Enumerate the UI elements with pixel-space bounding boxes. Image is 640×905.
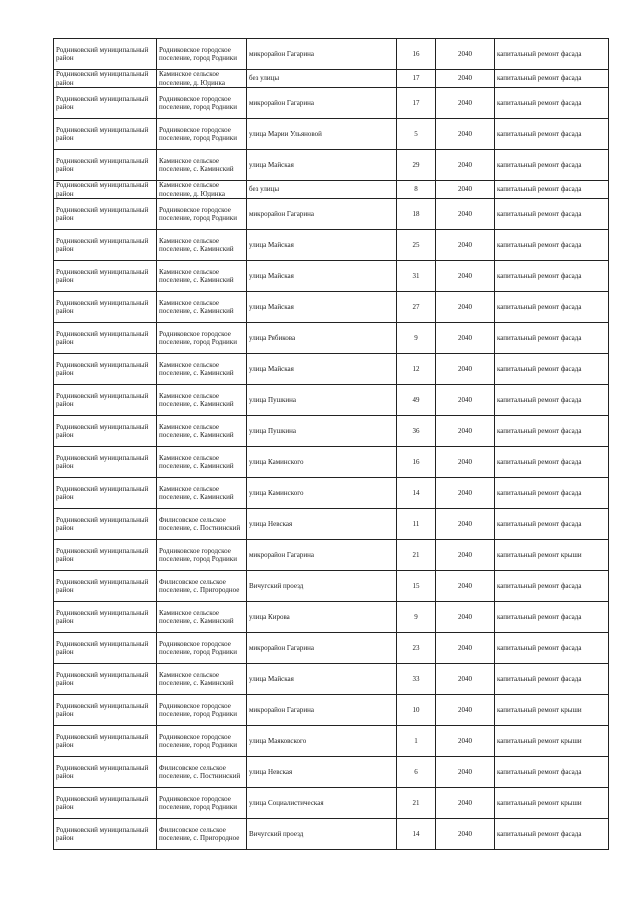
cell-year: 2040 [436,199,495,230]
cell-house-number: 29 [397,150,436,181]
cell-settlement: Каминское сельское поселение, д. Юдинка [157,181,247,199]
table-row [54,323,609,354]
table-row [54,150,609,181]
cell-house-number: 16 [397,39,436,70]
cell-street: улица Рябикова [247,323,397,354]
cell-street: микрорайон Гагарина [247,540,397,571]
cell-year: 2040 [436,695,495,726]
cell-house-number: 17 [397,70,436,88]
cell-street: улица Майская [247,292,397,323]
cell-year: 2040 [436,150,495,181]
cell-district: Родниковский муниципальный район [54,150,157,181]
cell-house-number: 31 [397,261,436,292]
table-row [54,199,609,230]
cell-settlement: Филисовское сельское поселение, с. Пригородное [157,571,247,602]
cell-district: Родниковский муниципальный район [54,39,157,70]
cell-work-type: капитальный ремонт фасада [495,150,609,181]
cell-work-type: капитальный ремонт фасада [495,571,609,602]
cell-work-type: капитальный ремонт фасада [495,478,609,509]
cell-district: Родниковский муниципальный район [54,695,157,726]
cell-settlement: Каминское сельское поселение, с. Каминский [157,478,247,509]
cell-house-number: 23 [397,633,436,664]
cell-house-number: 36 [397,416,436,447]
cell-settlement: Родниковское городское поселение, город Родники [157,119,247,150]
cell-settlement: Родниковское городское поселение, город Родники [157,540,247,571]
cell-street: улица Пушкина [247,416,397,447]
table-row [54,230,609,261]
cell-district: Родниковский муниципальный район [54,602,157,633]
cell-house-number: 5 [397,119,436,150]
cell-settlement: Родниковское городское поселение, город Родники [157,726,247,757]
cell-work-type: капитальный ремонт фасада [495,199,609,230]
cell-work-type: капитальный ремонт крыши [495,540,609,571]
cell-district: Родниковский муниципальный район [54,819,157,850]
cell-settlement: Родниковское городское поселение, город Родники [157,39,247,70]
cell-house-number: 9 [397,323,436,354]
document-page [53,38,582,850]
cell-work-type: капитальный ремонт фасада [495,70,609,88]
cell-year: 2040 [436,385,495,416]
cell-district: Родниковский муниципальный район [54,181,157,199]
cell-year: 2040 [436,571,495,602]
cell-house-number: 15 [397,571,436,602]
cell-district: Родниковский муниципальный район [54,385,157,416]
cell-work-type: капитальный ремонт фасада [495,819,609,850]
cell-year: 2040 [436,292,495,323]
cell-year: 2040 [436,819,495,850]
cell-year: 2040 [436,633,495,664]
table-row [54,261,609,292]
cell-settlement: Каминское сельское поселение, с. Каминский [157,416,247,447]
cell-district: Родниковский муниципальный район [54,540,157,571]
cell-year: 2040 [436,88,495,119]
cell-district: Родниковский муниципальный район [54,447,157,478]
cell-settlement: Родниковское городское поселение, город Родники [157,788,247,819]
cell-district: Родниковский муниципальный район [54,354,157,385]
table-row [54,664,609,695]
cell-street: улица Каминского [247,447,397,478]
cell-year: 2040 [436,70,495,88]
cell-district: Родниковский муниципальный район [54,70,157,88]
cell-street: улица Кирова [247,602,397,633]
cell-street: микрорайон Гагарина [247,633,397,664]
cell-house-number: 27 [397,292,436,323]
cell-district: Родниковский муниципальный район [54,509,157,540]
cell-street: улица Социалистическая [247,788,397,819]
table-row [54,88,609,119]
cell-street: Вичугский проезд [247,571,397,602]
cell-year: 2040 [436,540,495,571]
table-body [54,39,609,850]
cell-street: улица Майская [247,261,397,292]
cell-house-number: 25 [397,230,436,261]
cell-year: 2040 [436,230,495,261]
table-row [54,602,609,633]
cell-year: 2040 [436,478,495,509]
table-row [54,416,609,447]
cell-street: улица Маяковского [247,726,397,757]
table-row [54,292,609,323]
table-row [54,181,609,199]
cell-house-number: 21 [397,540,436,571]
table-row [54,70,609,88]
cell-settlement: Каминское сельское поселение, с. Каминский [157,664,247,695]
cell-street: улица Пушкина [247,385,397,416]
cell-work-type: капитальный ремонт фасада [495,323,609,354]
cell-street: улица Майская [247,150,397,181]
cell-district: Родниковский муниципальный район [54,261,157,292]
cell-year: 2040 [436,119,495,150]
cell-district: Родниковский муниципальный район [54,726,157,757]
cell-settlement: Каминское сельское поселение, с. Каминский [157,150,247,181]
cell-house-number: 12 [397,354,436,385]
cell-year: 2040 [436,261,495,292]
cell-house-number: 17 [397,88,436,119]
cell-work-type: капитальный ремонт фасада [495,261,609,292]
cell-house-number: 14 [397,478,436,509]
cell-work-type: капитальный ремонт фасада [495,509,609,540]
cell-house-number: 9 [397,602,436,633]
cell-house-number: 6 [397,757,436,788]
cell-district: Родниковский муниципальный район [54,199,157,230]
cell-house-number: 16 [397,447,436,478]
cell-work-type: капитальный ремонт фасада [495,416,609,447]
cell-year: 2040 [436,39,495,70]
cell-street: без улицы [247,181,397,199]
cell-year: 2040 [436,602,495,633]
cell-district: Родниковский муниципальный район [54,230,157,261]
table-row [54,509,609,540]
cell-settlement: Каминское сельское поселение, с. Каминский [157,230,247,261]
cell-year: 2040 [436,509,495,540]
cell-year: 2040 [436,416,495,447]
table-row [54,478,609,509]
cell-street: микрорайон Гагарина [247,695,397,726]
table-row [54,571,609,602]
cell-house-number: 49 [397,385,436,416]
cell-house-number: 1 [397,726,436,757]
cell-settlement: Каминское сельское поселение, с. Каминский [157,602,247,633]
cell-district: Родниковский муниципальный район [54,292,157,323]
cell-work-type: капитальный ремонт фасада [495,181,609,199]
cell-settlement: Каминское сельское поселение, с. Каминский [157,292,247,323]
cell-district: Родниковский муниципальный район [54,88,157,119]
cell-street: микрорайон Гагарина [247,39,397,70]
cell-work-type: капитальный ремонт фасада [495,88,609,119]
cell-work-type: капитальный ремонт крыши [495,726,609,757]
cell-district: Родниковский муниципальный район [54,323,157,354]
cell-year: 2040 [436,181,495,199]
cell-settlement: Родниковское городское поселение, город Родники [157,88,247,119]
cell-district: Родниковский муниципальный район [54,757,157,788]
cell-work-type: капитальный ремонт фасада [495,292,609,323]
cell-work-type: капитальный ремонт фасада [495,602,609,633]
table-row [54,385,609,416]
cell-work-type: капитальный ремонт крыши [495,695,609,726]
cell-house-number: 11 [397,509,436,540]
table-row [54,788,609,819]
table-row [54,819,609,850]
cell-settlement: Родниковское городское поселение, город Родники [157,633,247,664]
cell-district: Родниковский муниципальный район [54,633,157,664]
cell-house-number: 10 [397,695,436,726]
cell-work-type: капитальный ремонт фасада [495,757,609,788]
cell-year: 2040 [436,757,495,788]
cell-work-type: капитальный ремонт фасада [495,230,609,261]
repair-schedule-table [53,38,609,850]
cell-street: улица Невская [247,509,397,540]
cell-street: улица Майская [247,230,397,261]
cell-year: 2040 [436,664,495,695]
cell-street: Вичугский проезд [247,819,397,850]
cell-settlement: Родниковское городское поселение, город Родники [157,199,247,230]
cell-house-number: 8 [397,181,436,199]
cell-settlement: Родниковское городское поселение, город Родники [157,323,247,354]
cell-street: микрорайон Гагарина [247,199,397,230]
cell-district: Родниковский муниципальный район [54,478,157,509]
cell-street: улица Майская [247,664,397,695]
cell-house-number: 18 [397,199,436,230]
cell-settlement: Филисовское сельское поселение, с. Постнинский [157,757,247,788]
cell-settlement: Филисовское сельское поселение, с. Постнинский [157,509,247,540]
cell-work-type: капитальный ремонт фасада [495,39,609,70]
cell-year: 2040 [436,354,495,385]
cell-work-type: капитальный ремонт фасада [495,119,609,150]
cell-year: 2040 [436,788,495,819]
table-row [54,119,609,150]
cell-work-type: капитальный ремонт фасада [495,385,609,416]
cell-street: микрорайон Гагарина [247,88,397,119]
cell-street: без улицы [247,70,397,88]
table-row [54,39,609,70]
cell-settlement: Каминское сельское поселение, д. Юдинка [157,70,247,88]
cell-settlement: Родниковское городское поселение, город Родники [157,695,247,726]
table-row [54,726,609,757]
cell-house-number: 14 [397,819,436,850]
cell-house-number: 21 [397,788,436,819]
cell-settlement: Каминское сельское поселение, с. Каминский [157,354,247,385]
table-row [54,354,609,385]
cell-year: 2040 [436,323,495,354]
cell-district: Родниковский муниципальный район [54,416,157,447]
cell-settlement: Филисовское сельское поселение, с. Пригородное [157,819,247,850]
table-row [54,447,609,478]
table-row [54,633,609,664]
cell-street: улица Невская [247,757,397,788]
cell-settlement: Каминское сельское поселение, с. Каминский [157,261,247,292]
cell-work-type: капитальный ремонт фасада [495,633,609,664]
cell-district: Родниковский муниципальный район [54,119,157,150]
cell-district: Родниковский муниципальный район [54,788,157,819]
cell-year: 2040 [436,726,495,757]
table-row [54,695,609,726]
cell-settlement: Каминское сельское поселение, с. Каминский [157,447,247,478]
cell-district: Родниковский муниципальный район [54,571,157,602]
cell-year: 2040 [436,447,495,478]
cell-work-type: капитальный ремонт фасада [495,664,609,695]
cell-work-type: капитальный ремонт фасада [495,447,609,478]
cell-work-type: капитальный ремонт фасада [495,354,609,385]
cell-house-number: 33 [397,664,436,695]
cell-work-type: капитальный ремонт крыши [495,788,609,819]
cell-street: улица Марии Ульяновой [247,119,397,150]
table-row [54,757,609,788]
cell-street: улица Майская [247,354,397,385]
cell-district: Родниковский муниципальный район [54,664,157,695]
table-row [54,540,609,571]
cell-street: улица Каминского [247,478,397,509]
cell-settlement: Каминское сельское поселение, с. Каминский [157,385,247,416]
